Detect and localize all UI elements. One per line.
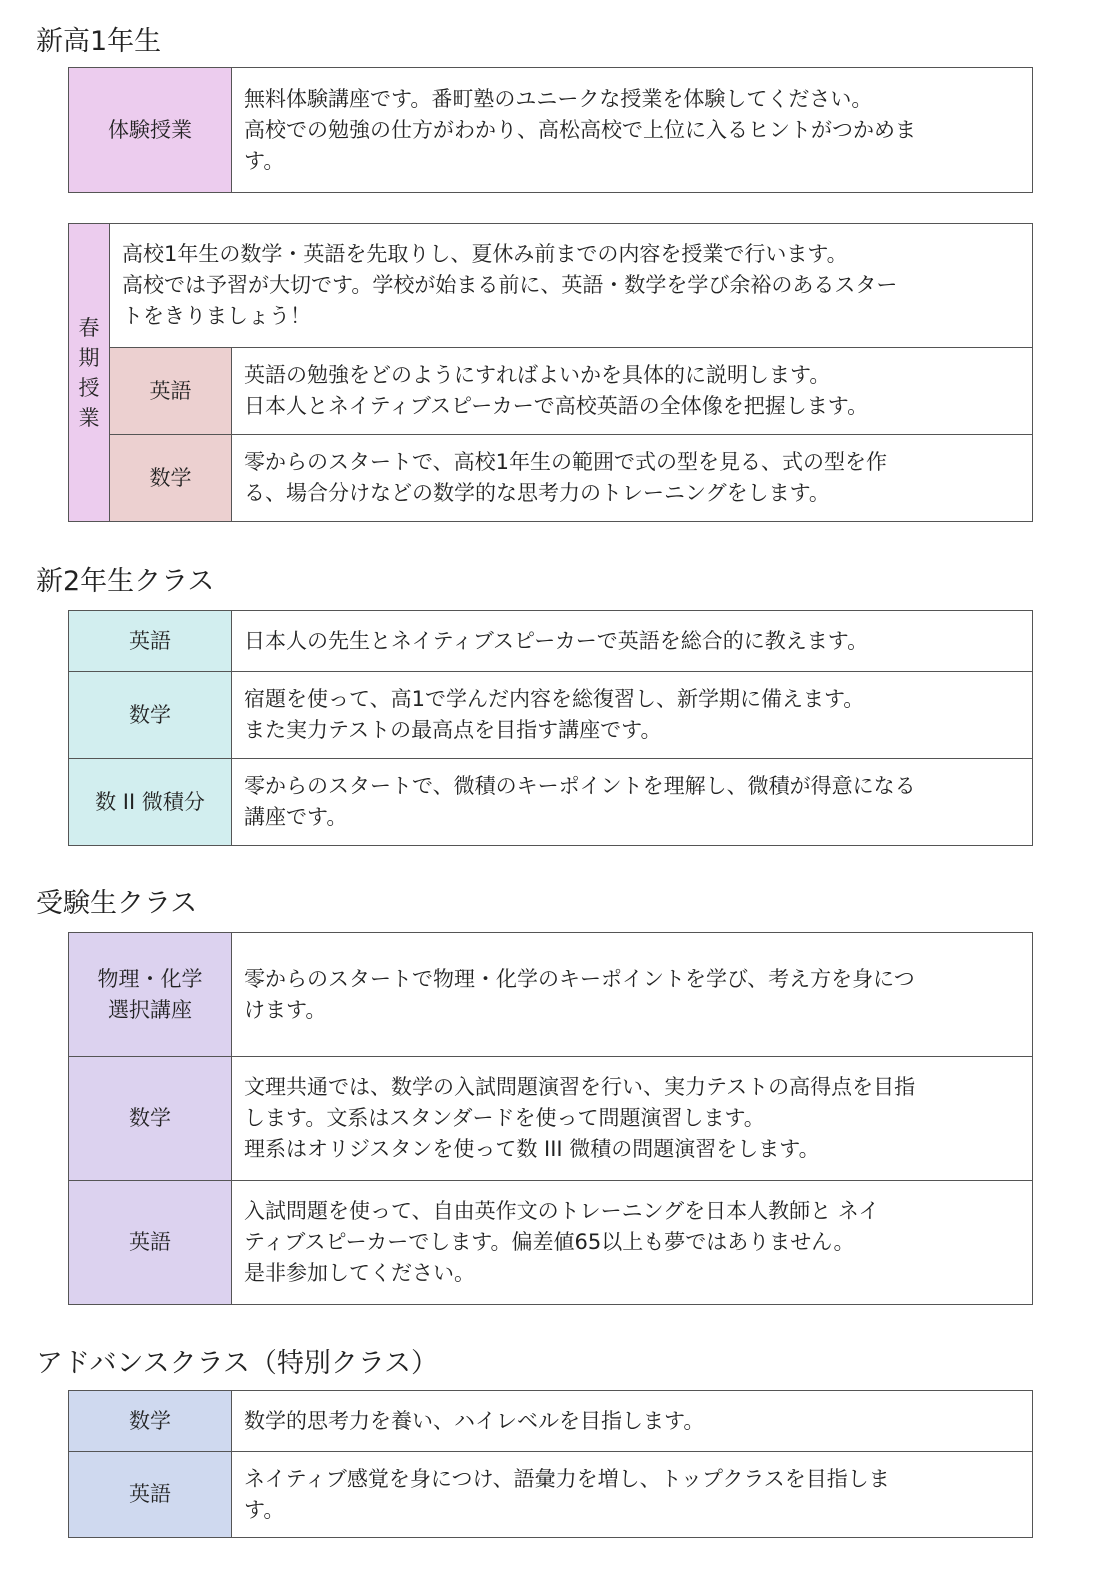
description-line: 講座です。 (244, 805, 348, 829)
description-line: す。 (244, 1497, 285, 1522)
description-line: 宿題を使って、高1で学んだ内容を総復習し、新学期に備えます。 (244, 687, 865, 711)
section-heading-new-second-year: 新2年生クラス (36, 566, 215, 597)
description-line: ネイティブ感覚を身につけ、語彙力を増し、トップクラスを目指しま (244, 1466, 890, 1491)
spring-course-side-label (69, 224, 110, 522)
table-row (69, 759, 1033, 846)
description-line: 日本人とネイティブスピーカーで高校英語の全体像を把握します。 (244, 394, 869, 418)
label-line: 物理・化学 (97, 966, 203, 991)
description-line: 零からのスタートで物理・化学のキーポイントを学び、考え方を身につ (244, 966, 915, 991)
description-line: 理系はオリジスタンを使って数 III 微積の問題演習をします。 (244, 1137, 820, 1161)
table-row (69, 435, 1033, 522)
spring-math-description (232, 435, 1033, 522)
exam-students-table (68, 932, 1033, 1305)
description-line: 高校での勉強の仕方がわかり、高松高校で上位に入るヒントがつかめま (244, 117, 916, 142)
spring-english-description (232, 348, 1033, 435)
label-line: 数学 (129, 1106, 171, 1130)
table-row (69, 611, 1033, 672)
description-line: けます。 (244, 997, 327, 1022)
advanced-english-label: 英語 (69, 1452, 232, 1538)
label-line: 選択講座 (108, 997, 192, 1022)
exam-math-label (69, 1057, 232, 1181)
description-line: 是非参加してください。 (244, 1261, 475, 1285)
side-label-char: 授 (78, 375, 100, 400)
spring-math-label: 数学 (110, 435, 232, 522)
second-year-math-description (232, 672, 1033, 759)
advanced-table (68, 1390, 1033, 1538)
description-line: 無料体験講座です。番町塾のユニークな授業を体験してください。 (244, 86, 873, 111)
description-line: 日本人の先生とネイティブスピーカーで英語を総合的に教えます。 (244, 628, 869, 653)
description-line: ティブスピーカーでします。偏差値65以上も夢ではありません。 (244, 1230, 855, 1254)
section-heading-new-first-year: 新高1年生 (36, 26, 162, 57)
exam-math-description (232, 1057, 1033, 1181)
advanced-math-label: 数学 (69, 1391, 232, 1452)
description-line: 零からのスタートで、高校1年生の範囲で式の型を見る、式の型を作 (244, 450, 887, 474)
side-label-char: 期 (78, 345, 100, 370)
description-line: す。 (244, 148, 285, 173)
table-row (69, 68, 1033, 193)
description-line: 数学的思考力を養い、ハイレベルを目指します。 (244, 1408, 705, 1433)
second-year-calculus-description (232, 759, 1033, 846)
trial-lesson-table (68, 67, 1033, 193)
second-year-calculus-label: 数 II 微積分 (69, 759, 232, 846)
exam-science-description (232, 933, 1033, 1057)
description-line: 英語の勉強をどのようにすればよいかを具体的に説明します。 (244, 363, 831, 387)
description-line: します。文系はスタンダードを使って問題演習します。 (244, 1106, 765, 1130)
description-line: 高校では予習が大切です。学校が始まる前に、英語・数学を学び余裕のあるスター (122, 273, 898, 297)
exam-science-label (69, 933, 232, 1057)
advanced-math-description (232, 1391, 1033, 1452)
label-line: 英語 (129, 1230, 171, 1254)
table-row (69, 1057, 1033, 1181)
table-row (69, 1181, 1033, 1305)
second-year-table (68, 610, 1033, 846)
description-line: 零からのスタートで、微積のキーポイントを理解し、微積が得意になる (244, 774, 916, 798)
table-row (69, 348, 1033, 435)
description-line: トをきりましょう！ (122, 304, 311, 328)
table-row (69, 672, 1033, 759)
second-year-english-label: 英語 (69, 611, 232, 672)
table-row (69, 1391, 1033, 1452)
table-row (69, 933, 1033, 1057)
description-line: 文理共通では、数学の入試問題演習を行い、実力テストの高得点を目指 (244, 1075, 916, 1099)
spring-course-intro (110, 224, 1033, 348)
section-heading-exam-students: 受験生クラス (36, 888, 198, 919)
side-label-char: 業 (78, 405, 100, 430)
description-line: る、場合分けなどの数学的な思考力のトレーニングをします。 (244, 481, 830, 505)
description-line: 入試問題を使って、自由英作文のトレーニングを日本人教師と ネイ (244, 1199, 880, 1223)
exam-english-label (69, 1181, 232, 1305)
side-label-char: 春 (78, 315, 100, 340)
second-year-english-description (232, 611, 1033, 672)
table-row (69, 224, 1033, 348)
trial-lesson-description (232, 68, 1033, 193)
description-line: また実力テストの最高点を目指す講座です。 (244, 718, 662, 742)
table-row (69, 1452, 1033, 1538)
trial-lesson-label: 体験授業 (69, 68, 232, 193)
description-line: 高校1年生の数学・英語を先取りし、夏休み前までの内容を授業で行います。 (122, 242, 848, 266)
spring-english-label: 英語 (110, 348, 232, 435)
advanced-english-description (232, 1452, 1033, 1538)
exam-english-description (232, 1181, 1033, 1305)
section-heading-advanced: アドバンスクラス（特別クラス） (36, 1348, 439, 1379)
second-year-math-label: 数学 (69, 672, 232, 759)
spring-course-table (68, 223, 1033, 522)
